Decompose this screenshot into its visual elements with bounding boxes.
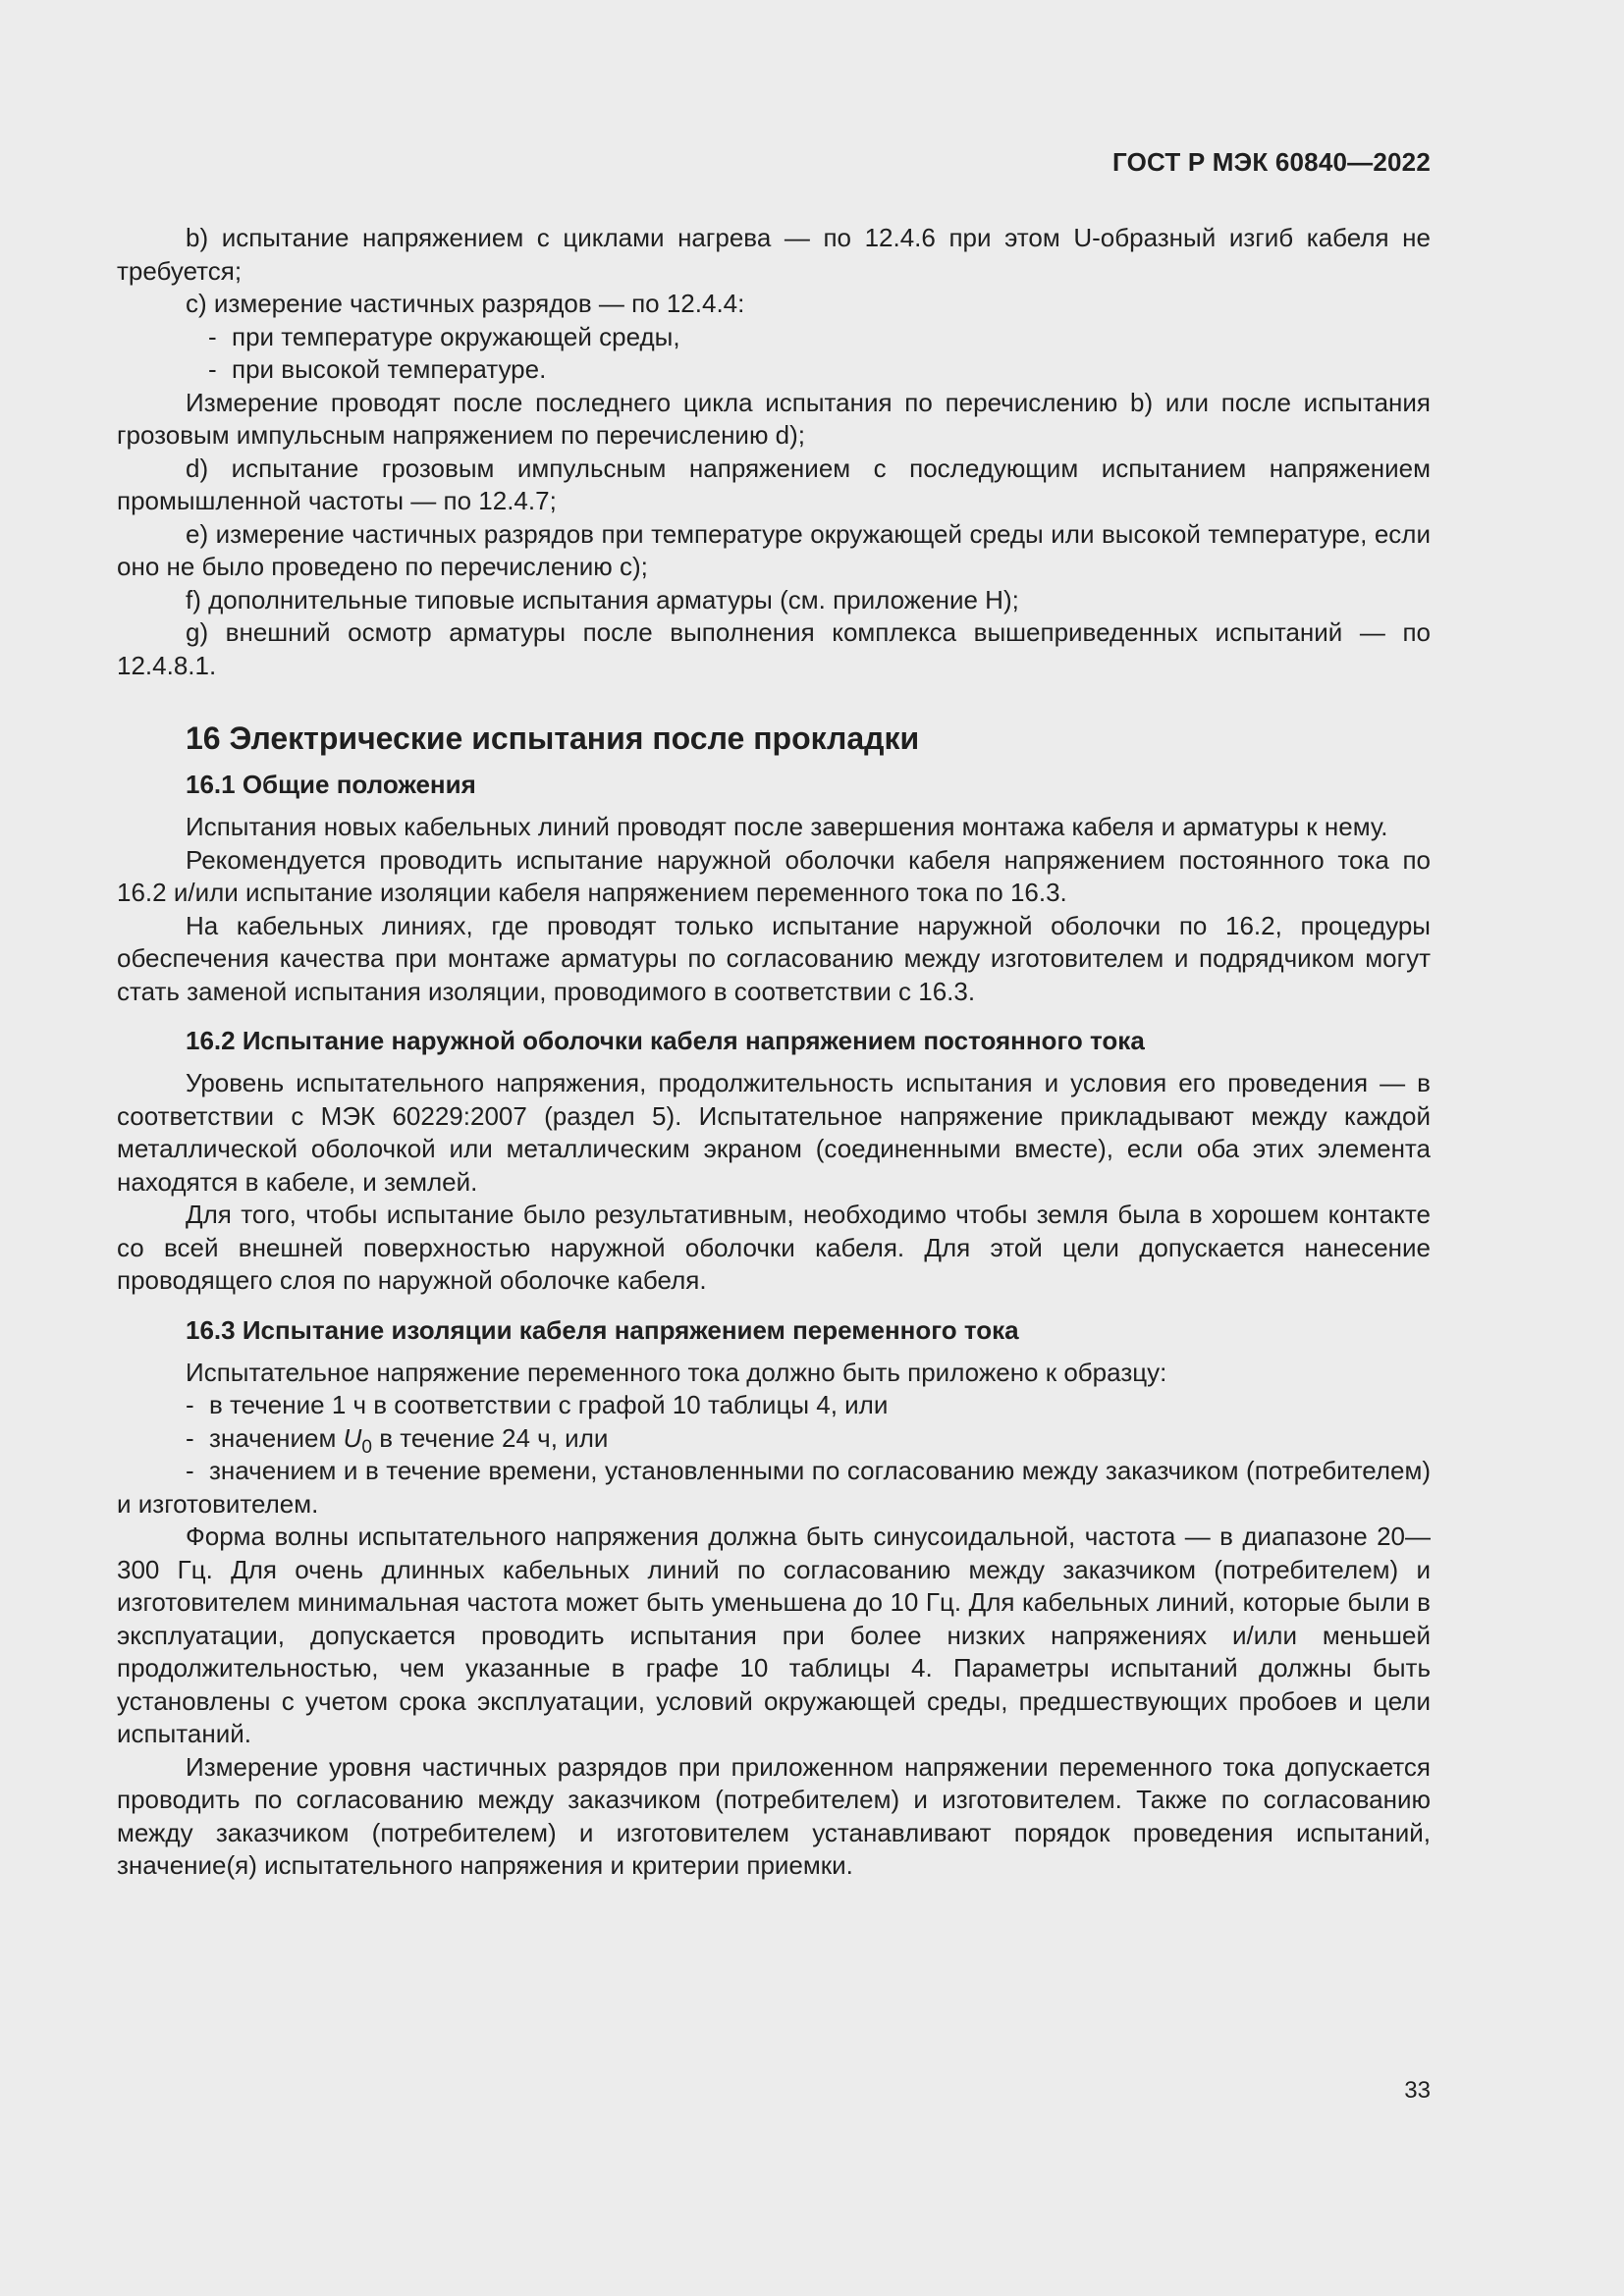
paragraph: Форма волны испытательного напряжения должна быть синусоидальной, частота — в диапазоне 20—300 Гц. Для очень длинных кабельных линий по согласованию между заказчиком (потребителем) и изготовителем минимальная частота может быть уменьшена до 10 Гц. Для кабельных линий, которые были в эксплуатации, допускается проводить испытания при более низких напряжениях и/или меньшей продолжительностью, чем указанные в графе 10 таблицы 4. Параметры испытаний должны быть установлены с учетом срока эксплуатации, условий окружающей среды, предшествующих пробоев и цели испытаний.: [117, 1522, 1431, 1748]
voltage-symbol: $U_0$: [343, 1422, 372, 1458]
paragraph: Испытательное напряжение переменного тока должно быть приложено к образцу:: [186, 1357, 1167, 1387]
list-item-d: d) испытание грозовым импульсным напряжением с последующим испытанием напряжением промышленной частоты — по 12.4.7;: [117, 453, 1431, 515]
list-item: - значением $U_0$ в течение 24 ч, или: [186, 1422, 609, 1458]
list-item: - в течение 1 ч в соответствии с графой 10 таблицы 4, или: [117, 1389, 1431, 1422]
list-item-b: b) испытание напряжением с циклами нагрева — по 12.4.6 при этом U-образный изгиб кабеля не требуется;: [117, 223, 1431, 286]
dash-marker: -: [208, 321, 217, 351]
dash-marker: -: [186, 1456, 194, 1485]
list-item: - значением и в течение времени, установленными по согласованию между заказчиком (потребителем) и изготовителем.: [117, 1456, 1431, 1519]
dash-marker: -: [208, 354, 217, 384]
list-item-e: e) измерение частичных разрядов при температуре окружающей среды или высокой температуре, если оно не было проведено по перечислению с);: [117, 518, 1431, 581]
list-item-c-sub-2: - при высокой температуре.: [117, 353, 1431, 387]
paragraph: Уровень испытательного напряжения, продолжительность испытания и условия его проведения — в соответствии с МЭК 60229:2007 (раздел 5). Испытательное напряжение прикладывают между каждой металлической оболочкой или металлическим экраном (соединенными вместе), если оба этих элемента находятся в кабеле, и землей.: [117, 1068, 1431, 1197]
list-item-g: g) внешний осмотр арматуры после выполнения комплекса вышеприведенных испытаний — по 12.4.8.1.: [117, 617, 1431, 680]
list-item-f: f) дополнительные типовые испытания арматуры (см. приложение Н);: [186, 584, 1019, 614]
list-item-c: c) измерение частичных разрядов — по 12.4.4:: [186, 289, 745, 318]
page-number: 33: [1404, 2077, 1431, 2104]
section-16-title: 16 Электрические испытания после прокладки: [186, 721, 920, 756]
subsection-16-1-title: 16.1 Общие положения: [186, 770, 476, 799]
paragraph: Для того, чтобы испытание было результативным, необходимо чтобы земля была в хорошем контакте со всей внешней поверхностью наружной оболочки кабеля. Для этой цели допускается нанесение проводящего слоя по наружной оболочке кабеля.: [117, 1200, 1431, 1295]
page-content: [117, 222, 1431, 1883]
list-item-c-note: Измерение проводят после последнего цикла испытания по перечислению b) или после испытания грозовым импульсным напряжением по перечислению d);: [117, 387, 1431, 450]
dash-marker: -: [186, 1390, 194, 1419]
subsection-16-2-title: 16.2 Испытание наружной оболочки кабеля напряжением постоянного тока: [186, 1026, 1145, 1055]
paragraph: Измерение уровня частичных разрядов при приложенном напряжении переменного тока допускается проводить по согласованию между заказчиком (потребителем) и изготовителем. Также по согласованию между заказчиком (потребителем) и изготовителем устанавливают порядок проведения испытаний, значение(я) испытательного напряжения и критерии приемки.: [117, 1751, 1431, 1880]
dash-marker: -: [186, 1422, 194, 1453]
list-item-c-sub-1: - при температуре окружающей среды,: [117, 321, 1431, 354]
paragraph: Испытания новых кабельных линий проводят после завершения монтажа кабеля и арматуры к нему.: [186, 812, 1388, 841]
document-code-header: ГОСТ Р МЭК 60840—2022: [1111, 147, 1431, 177]
paragraph: Рекомендуется проводить испытание наружной оболочки кабеля напряжением постоянного тока по 16.2 и/или испытание изоляции кабеля напряжением переменного тока по 16.3.: [117, 844, 1431, 907]
paragraph: На кабельных линиях, где проводят только испытание наружной оболочки по 16.2, процедуры обеспечения качества при монтаже арматуры по согласованию между изготовителем и подрядчиком могут стать заменой испытания изоляции, проводимого в соответствии с 16.3.: [117, 910, 1431, 1006]
subsection-16-3-title: 16.3 Испытание изоляции кабеля напряжением переменного тока: [186, 1314, 1019, 1345]
